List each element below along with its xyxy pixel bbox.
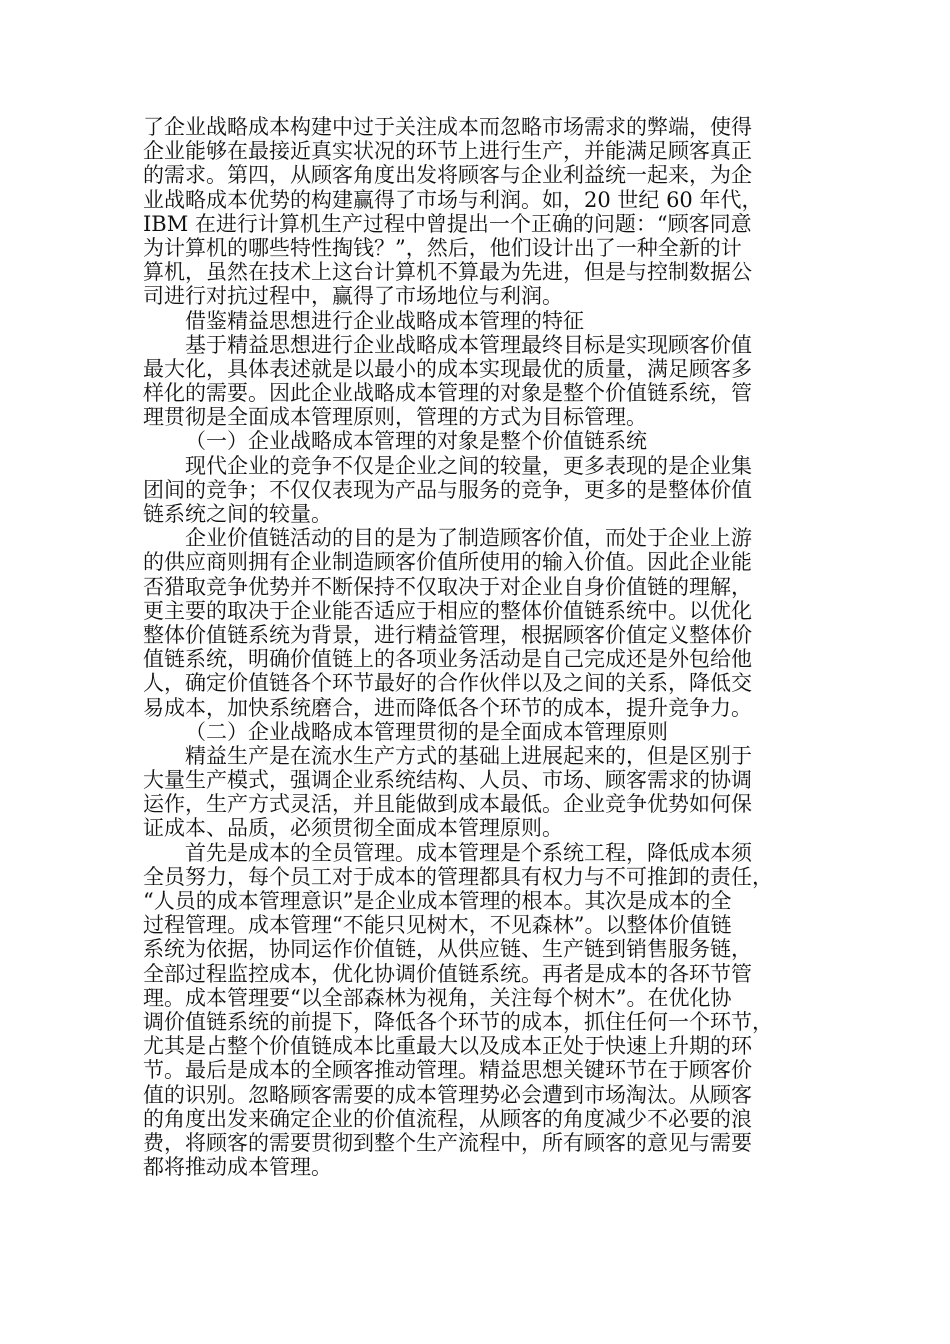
text-line: 全部过程监控成本，优化协调价值链系统。再者是成本的各环节管 [143, 961, 752, 986]
text-line: 业战略成本优势的构建赢得了市场与利润。如，20 世纪 60 年代， [143, 187, 763, 212]
text-line: 的需求。第四，从顾客角度出发将顾客与企业利益统一起来，为企 [143, 163, 752, 188]
text-line: 了企业战略成本构建中过于关注成本而忽略市场需求的弊端，使得 [143, 115, 752, 139]
text-line: 费，将顾客的需要贯彻到整个生产流程中，所有顾客的意见与需要 [143, 1130, 752, 1155]
text-line: IBM 在进行计算机生产过程中曾提出一个正确的问题：“顾客同意 [143, 211, 752, 236]
text-line: 系统为依据，协同运作价值链，从供应链、生产链到销售服务链， [143, 937, 752, 962]
text-line: 否猎取竞争优势并不断保持不仅取决于对企业自身价值链的理解， [143, 574, 752, 599]
text-line: 证成本、品质，必须贯彻全面成本管理原则。 [143, 816, 563, 841]
text-line: 为计算机的哪些特性掏钱？”，然后，他们设计出了一种全新的计 [143, 235, 742, 260]
text-line: 尤其是占整个价值链成本比重最大以及成本正处于快速上升期的环 [143, 1034, 752, 1059]
text-line: 值的识别。忽略顾客需要的成本管理势必会遭到市场淘汰。从顾客 [143, 1082, 752, 1107]
text-line: “人员的成本管理意识”是企业成本管理的根本。其次是成本的全 [143, 889, 732, 913]
text-line: 整体价值链系统为背景，进行精益管理，根据顾客价值定义整体价 [143, 622, 752, 647]
text-line: 理贯彻是全面成本管理原则，管理的方式为目标管理。 [143, 405, 647, 430]
text-line: 首先是成本的全员管理。成本管理是个系统工程，降低成本须 [185, 840, 752, 865]
text-line: 最大化，具体表述就是以最小的成本实现最优的质量，满足顾客多 [143, 356, 752, 381]
text-line: 链系统之间的较量。 [143, 502, 332, 526]
text-line: 基于精益思想进行企业战略成本管理最终目标是实现顾客价值 [185, 332, 752, 357]
text-line: 企业价值链活动的目的是为了制造顾客价值，而处于企业上游 [185, 526, 752, 551]
text-line: 企业能够在最接近真实状况的环节上进行生产，并能满足顾客真正 [143, 139, 752, 164]
section-heading: 借鉴精益思想进行企业战略成本管理的特征 [185, 308, 584, 333]
text-line: 都将推动成本管理。 [143, 1155, 332, 1180]
document-body [143, 115, 808, 1179]
text-line: 理。成本管理要“以全部森林为视角，关注每个树木”。在优化协 [143, 985, 732, 1010]
text-line: 节。最后是成本的全顾客推动管理。精益思想关键环节在于顾客价 [143, 1058, 752, 1083]
text-line: 易成本，加快系统磨合，进而降低各个环节的成本，提升竞争力。 [143, 695, 752, 720]
text-line: 过程管理。成本管理“不能只见树木，不见森林”。以整体价值链 [143, 913, 732, 938]
text-line: 调价值链系统的前提下，降低各个环节的成本，抓住任何一个环节， [143, 1009, 773, 1034]
text-line: 样化的需要。因此企业战略成本管理的对象是整个价值链系统，管 [143, 381, 752, 406]
text-line: 的供应商则拥有企业制造顾客价值所使用的输入价值。因此企业能 [143, 550, 752, 575]
text-line: 的角度出发来确定企业的价值流程，从顾客的角度减少不必要的浪 [143, 1106, 752, 1131]
text-line: 大量生产模式，强调企业系统结构、人员、市场、顾客需求的协调 [143, 768, 752, 793]
subsection-heading: （二）企业战略成本管理贯彻的是全面成本管理原则 [185, 719, 668, 744]
subsection-heading: （一）企业战略成本管理的对象是整个价值链系统 [185, 429, 647, 454]
text-line: 精益生产是在流水生产方式的基础上进展起来的，但是区别于 [185, 743, 752, 768]
text-line: 司进行对抗过程中，赢得了市场地位与利润。 [143, 284, 563, 309]
text-line: 现代企业的竞争不仅是企业之间的较量，更多表现的是企业集 [185, 453, 752, 478]
text-line: 更主要的取决于企业能否适应于相应的整体价值链系统中。以优化 [143, 598, 752, 623]
text-line: 值链系统，明确价值链上的各项业务活动是自己完成还是外包给他 [143, 647, 752, 672]
text-line: 全员努力，每个员工对于成本的管理都具有权力与不可推卸的责任， [143, 864, 773, 889]
text-line: 算机，虽然在技术上这台计算机不算最为先进，但是与控制数据公 [143, 260, 752, 285]
text-line: 运作，生产方式灵活，并且能做到成本最低。企业竞争优势如何保 [143, 792, 752, 817]
text-line: 团间的竞争；不仅仅表现为产品与服务的竞争，更多的是整体价值 [143, 477, 752, 502]
text-line: 人，确定价值链各个环节最好的合作伙伴以及之间的关系，降低交 [143, 671, 752, 696]
